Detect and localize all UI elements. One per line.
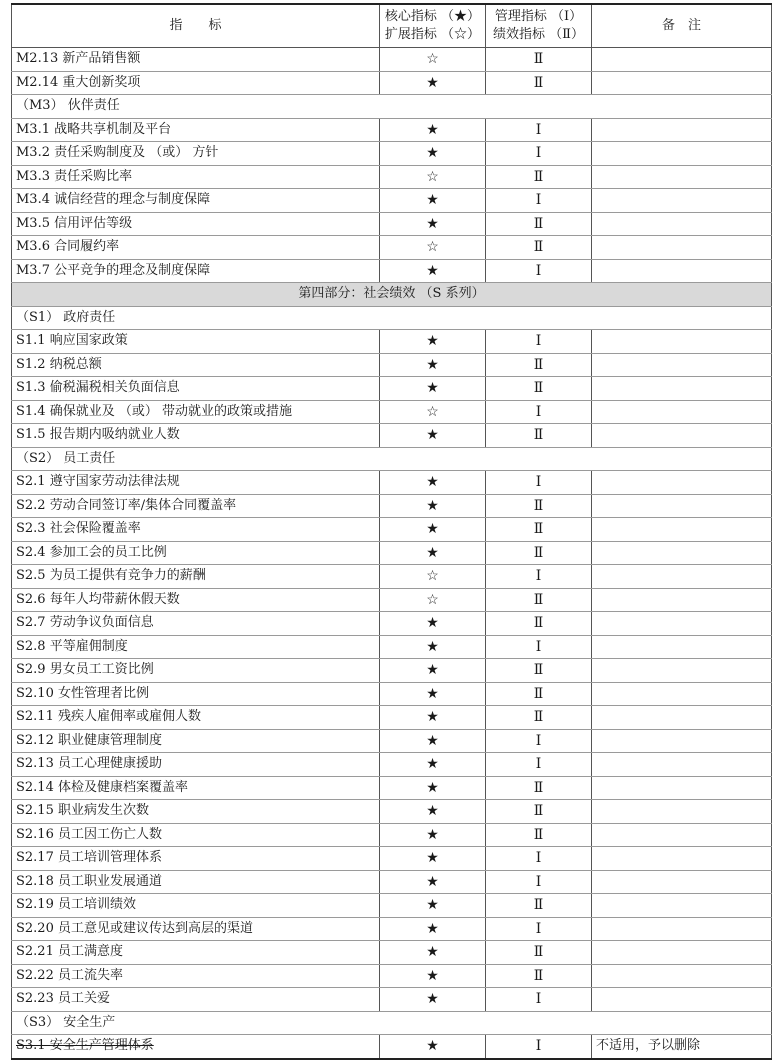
table-row xyxy=(12,494,772,518)
table-row xyxy=(12,894,772,918)
header-management-label: 管理指标 （Ⅰ） xyxy=(494,9,583,24)
remarks-cell xyxy=(592,71,772,95)
remarks-cell xyxy=(592,612,772,636)
core-extended-mark: ★ xyxy=(380,424,486,448)
remarks-cell xyxy=(592,729,772,753)
remarks-cell xyxy=(592,212,772,236)
table-row xyxy=(12,212,772,236)
indicator-name: M3.5 信用评估等级 xyxy=(12,212,380,236)
table-row xyxy=(12,165,772,189)
table-row xyxy=(12,565,772,589)
management-performance-mark: Ⅱ xyxy=(486,212,592,236)
indicator-name: S2.7 劳动争议负面信息 xyxy=(12,612,380,636)
table-body xyxy=(12,48,772,1059)
core-extended-mark: ★ xyxy=(380,330,486,354)
core-extended-mark: ★ xyxy=(380,870,486,894)
core-extended-mark: ★ xyxy=(380,612,486,636)
management-performance-mark: Ⅰ xyxy=(486,870,592,894)
management-performance-mark: Ⅰ xyxy=(486,988,592,1012)
remarks-cell xyxy=(592,142,772,166)
indicator-name: S1.4 确保就业及 （或） 带动就业的政策或措施 xyxy=(12,400,380,424)
core-extended-mark: ★ xyxy=(380,659,486,683)
core-extended-mark: ★ xyxy=(380,800,486,824)
table-row xyxy=(12,189,772,213)
remarks-cell xyxy=(592,165,772,189)
table-row xyxy=(12,71,772,95)
core-extended-mark: ★ xyxy=(380,729,486,753)
remarks-cell xyxy=(592,494,772,518)
header-core-label: 核心指标 （★） xyxy=(384,9,481,24)
header-core-extended xyxy=(380,4,486,48)
core-extended-mark: ★ xyxy=(380,1035,486,1059)
remarks-cell xyxy=(592,988,772,1012)
core-extended-mark: ☆ xyxy=(380,400,486,424)
core-extended-mark: ★ xyxy=(380,377,486,401)
core-extended-mark: ★ xyxy=(380,894,486,918)
indicator-name: S2.11 残疾人雇佣率或雇佣人数 xyxy=(12,706,380,730)
management-performance-mark: Ⅱ xyxy=(486,800,592,824)
table-row xyxy=(12,964,772,988)
indicator-name: S2.20 员工意见或建议传达到高层的渠道 xyxy=(12,917,380,941)
table-row xyxy=(12,353,772,377)
management-performance-mark: Ⅰ xyxy=(486,400,592,424)
core-extended-mark: ★ xyxy=(380,518,486,542)
table-row xyxy=(12,541,772,565)
indicator-table xyxy=(11,3,772,1060)
remarks-cell xyxy=(592,377,772,401)
core-extended-mark: ★ xyxy=(380,753,486,777)
management-performance-mark: Ⅱ xyxy=(486,236,592,260)
indicator-table-page xyxy=(11,3,771,1060)
table-header-row xyxy=(12,4,772,48)
table-row xyxy=(12,518,772,542)
remarks-cell xyxy=(592,236,772,260)
table-row xyxy=(12,471,772,495)
management-performance-mark: Ⅰ xyxy=(486,189,592,213)
remarks-cell xyxy=(592,706,772,730)
remarks-cell: 不适用，予以删除 xyxy=(592,1035,772,1059)
table-row xyxy=(12,729,772,753)
management-performance-mark: Ⅰ xyxy=(486,1035,592,1059)
remarks-cell xyxy=(592,353,772,377)
indicator-name: M3.6 合同履约率 xyxy=(12,236,380,260)
part-heading: 第四部分：社会绩效 （S 系列） xyxy=(12,283,772,307)
table-row xyxy=(12,400,772,424)
indicator-name: S2.10 女性管理者比例 xyxy=(12,682,380,706)
table-row xyxy=(12,236,772,260)
indicator-name: S3.1 安全生产管理体系 xyxy=(12,1035,380,1059)
management-performance-mark: Ⅱ xyxy=(486,71,592,95)
table-row xyxy=(12,330,772,354)
core-extended-mark: ★ xyxy=(380,118,486,142)
section-heading-row xyxy=(12,1011,772,1035)
indicator-name: S2.19 员工培训绩效 xyxy=(12,894,380,918)
table-row xyxy=(12,142,772,166)
header-performance-label: 绩效指标 （Ⅱ） xyxy=(493,27,584,42)
core-extended-mark: ★ xyxy=(380,212,486,236)
core-extended-mark: ☆ xyxy=(380,165,486,189)
remarks-cell xyxy=(592,400,772,424)
remarks-cell xyxy=(592,48,772,72)
management-performance-mark: Ⅱ xyxy=(486,424,592,448)
management-performance-mark: Ⅰ xyxy=(486,917,592,941)
core-extended-mark: ★ xyxy=(380,259,486,283)
management-performance-mark: Ⅰ xyxy=(486,847,592,871)
table-row xyxy=(12,753,772,777)
table-row xyxy=(12,917,772,941)
part-heading-row xyxy=(12,283,772,307)
core-extended-mark: ★ xyxy=(380,823,486,847)
table-row xyxy=(12,823,772,847)
management-performance-mark: Ⅰ xyxy=(486,635,592,659)
section-heading: （M3） 伙伴责任 xyxy=(12,95,772,119)
table-row xyxy=(12,635,772,659)
remarks-cell xyxy=(592,964,772,988)
indicator-name: S2.3 社会保险覆盖率 xyxy=(12,518,380,542)
remarks-cell xyxy=(592,894,772,918)
management-performance-mark: Ⅰ xyxy=(486,118,592,142)
indicator-name: M3.4 诚信经营的理念与制度保障 xyxy=(12,189,380,213)
management-performance-mark: Ⅱ xyxy=(486,518,592,542)
section-heading-row xyxy=(12,306,772,330)
remarks-cell xyxy=(592,800,772,824)
table-row xyxy=(12,48,772,72)
table-row xyxy=(12,682,772,706)
core-extended-mark: ★ xyxy=(380,541,486,565)
management-performance-mark: Ⅱ xyxy=(486,776,592,800)
header-management-performance xyxy=(486,4,592,48)
core-extended-mark: ★ xyxy=(380,847,486,871)
management-performance-mark: Ⅱ xyxy=(486,659,592,683)
section-heading: （S1） 政府责任 xyxy=(12,306,772,330)
core-extended-mark: ☆ xyxy=(380,236,486,260)
indicator-name: S1.1 响应国家政策 xyxy=(12,330,380,354)
core-extended-mark: ★ xyxy=(380,142,486,166)
indicator-name: S2.12 职业健康管理制度 xyxy=(12,729,380,753)
indicator-name: S2.8 平等雇佣制度 xyxy=(12,635,380,659)
remarks-cell xyxy=(592,870,772,894)
indicator-name: M3.2 责任采购制度及 （或） 方针 xyxy=(12,142,380,166)
table-row xyxy=(12,941,772,965)
indicator-name: S1.5 报告期内吸纳就业人数 xyxy=(12,424,380,448)
remarks-cell xyxy=(592,776,772,800)
indicator-name: S2.15 职业病发生次数 xyxy=(12,800,380,824)
core-extended-mark: ★ xyxy=(380,941,486,965)
indicator-name: S2.17 员工培训管理体系 xyxy=(12,847,380,871)
indicator-name: S2.4 参加工会的员工比例 xyxy=(12,541,380,565)
section-heading-row xyxy=(12,447,772,471)
table-row xyxy=(12,870,772,894)
remarks-cell xyxy=(592,330,772,354)
remarks-cell xyxy=(592,682,772,706)
core-extended-mark: ★ xyxy=(380,471,486,495)
management-performance-mark: Ⅱ xyxy=(486,941,592,965)
section-heading: （S3） 安全生产 xyxy=(12,1011,772,1035)
management-performance-mark: Ⅰ xyxy=(486,259,592,283)
management-performance-mark: Ⅱ xyxy=(486,964,592,988)
management-performance-mark: Ⅱ xyxy=(486,894,592,918)
management-performance-mark: Ⅰ xyxy=(486,471,592,495)
indicator-name: S2.5 为员工提供有竞争力的薪酬 xyxy=(12,565,380,589)
table-row xyxy=(12,776,772,800)
indicator-name: S2.13 员工心理健康援助 xyxy=(12,753,380,777)
indicator-name: S2.1 遵守国家劳动法律法规 xyxy=(12,471,380,495)
indicator-name: S2.9 男女员工工资比例 xyxy=(12,659,380,683)
table-row xyxy=(12,588,772,612)
section-heading-row xyxy=(12,95,772,119)
core-extended-mark: ★ xyxy=(380,494,486,518)
table-row xyxy=(12,659,772,683)
core-extended-mark: ★ xyxy=(380,706,486,730)
indicator-name: S2.16 员工因工伤亡人数 xyxy=(12,823,380,847)
management-performance-mark: Ⅱ xyxy=(486,612,592,636)
table-row xyxy=(12,424,772,448)
header-extended-label: 扩展指标 （☆） xyxy=(384,27,481,42)
core-extended-mark: ★ xyxy=(380,353,486,377)
management-performance-mark: Ⅱ xyxy=(486,682,592,706)
section-heading: （S2） 员工责任 xyxy=(12,447,772,471)
indicator-name: S2.21 员工满意度 xyxy=(12,941,380,965)
core-extended-mark: ★ xyxy=(380,189,486,213)
management-performance-mark: Ⅱ xyxy=(486,494,592,518)
table-row xyxy=(12,847,772,871)
indicator-name: M2.14 重大创新奖项 xyxy=(12,71,380,95)
management-performance-mark: Ⅰ xyxy=(486,330,592,354)
management-performance-mark: Ⅰ xyxy=(486,142,592,166)
remarks-cell xyxy=(592,424,772,448)
remarks-cell xyxy=(592,518,772,542)
table-row xyxy=(12,988,772,1012)
indicator-name: S1.3 偷税漏税相关负面信息 xyxy=(12,377,380,401)
management-performance-mark: Ⅰ xyxy=(486,729,592,753)
management-performance-mark: Ⅱ xyxy=(486,353,592,377)
core-extended-mark: ★ xyxy=(380,71,486,95)
table-row xyxy=(12,118,772,142)
remarks-cell xyxy=(592,823,772,847)
table-row xyxy=(12,259,772,283)
core-extended-mark: ★ xyxy=(380,964,486,988)
management-performance-mark: Ⅱ xyxy=(486,541,592,565)
remarks-cell xyxy=(592,588,772,612)
remarks-cell xyxy=(592,941,772,965)
table-row xyxy=(12,377,772,401)
header-remarks: 备 注 xyxy=(592,4,772,48)
indicator-name: S2.22 员工流失率 xyxy=(12,964,380,988)
core-extended-mark: ★ xyxy=(380,776,486,800)
remarks-cell xyxy=(592,659,772,683)
core-extended-mark: ★ xyxy=(380,917,486,941)
management-performance-mark: Ⅱ xyxy=(486,165,592,189)
management-performance-mark: Ⅱ xyxy=(486,823,592,847)
table-row xyxy=(12,800,772,824)
header-indicator: 指 标 xyxy=(12,4,380,48)
indicator-name: S2.14 体检及健康档案覆盖率 xyxy=(12,776,380,800)
indicator-name: M3.7 公平竞争的理念及制度保障 xyxy=(12,259,380,283)
indicator-name: S2.6 每年人均带薪休假天数 xyxy=(12,588,380,612)
management-performance-mark: Ⅱ xyxy=(486,706,592,730)
management-performance-mark: Ⅰ xyxy=(486,753,592,777)
indicator-name: S2.2 劳动合同签订率/集体合同覆盖率 xyxy=(12,494,380,518)
indicator-name: S2.23 员工关爱 xyxy=(12,988,380,1012)
remarks-cell xyxy=(592,259,772,283)
remarks-cell xyxy=(592,118,772,142)
core-extended-mark: ★ xyxy=(380,988,486,1012)
core-extended-mark: ★ xyxy=(380,682,486,706)
remarks-cell xyxy=(592,917,772,941)
management-performance-mark: Ⅱ xyxy=(486,377,592,401)
core-extended-mark: ★ xyxy=(380,635,486,659)
management-performance-mark: Ⅰ xyxy=(486,565,592,589)
management-performance-mark: Ⅱ xyxy=(486,588,592,612)
table-row xyxy=(12,706,772,730)
indicator-name: M3.3 责任采购比率 xyxy=(12,165,380,189)
indicator-name: M3.1 战略共享机制及平台 xyxy=(12,118,380,142)
remarks-cell xyxy=(592,565,772,589)
core-extended-mark: ☆ xyxy=(380,48,486,72)
remarks-cell xyxy=(592,471,772,495)
remarks-cell xyxy=(592,635,772,659)
remarks-cell xyxy=(592,847,772,871)
remarks-cell xyxy=(592,541,772,565)
core-extended-mark: ☆ xyxy=(380,588,486,612)
remarks-cell xyxy=(592,753,772,777)
indicator-name: S1.2 纳税总额 xyxy=(12,353,380,377)
table-row xyxy=(12,1035,772,1059)
remarks-cell xyxy=(592,189,772,213)
management-performance-mark: Ⅱ xyxy=(486,48,592,72)
indicator-name: S2.18 员工职业发展通道 xyxy=(12,870,380,894)
indicator-name: M2.13 新产品销售额 xyxy=(12,48,380,72)
core-extended-mark: ☆ xyxy=(380,565,486,589)
table-row xyxy=(12,612,772,636)
